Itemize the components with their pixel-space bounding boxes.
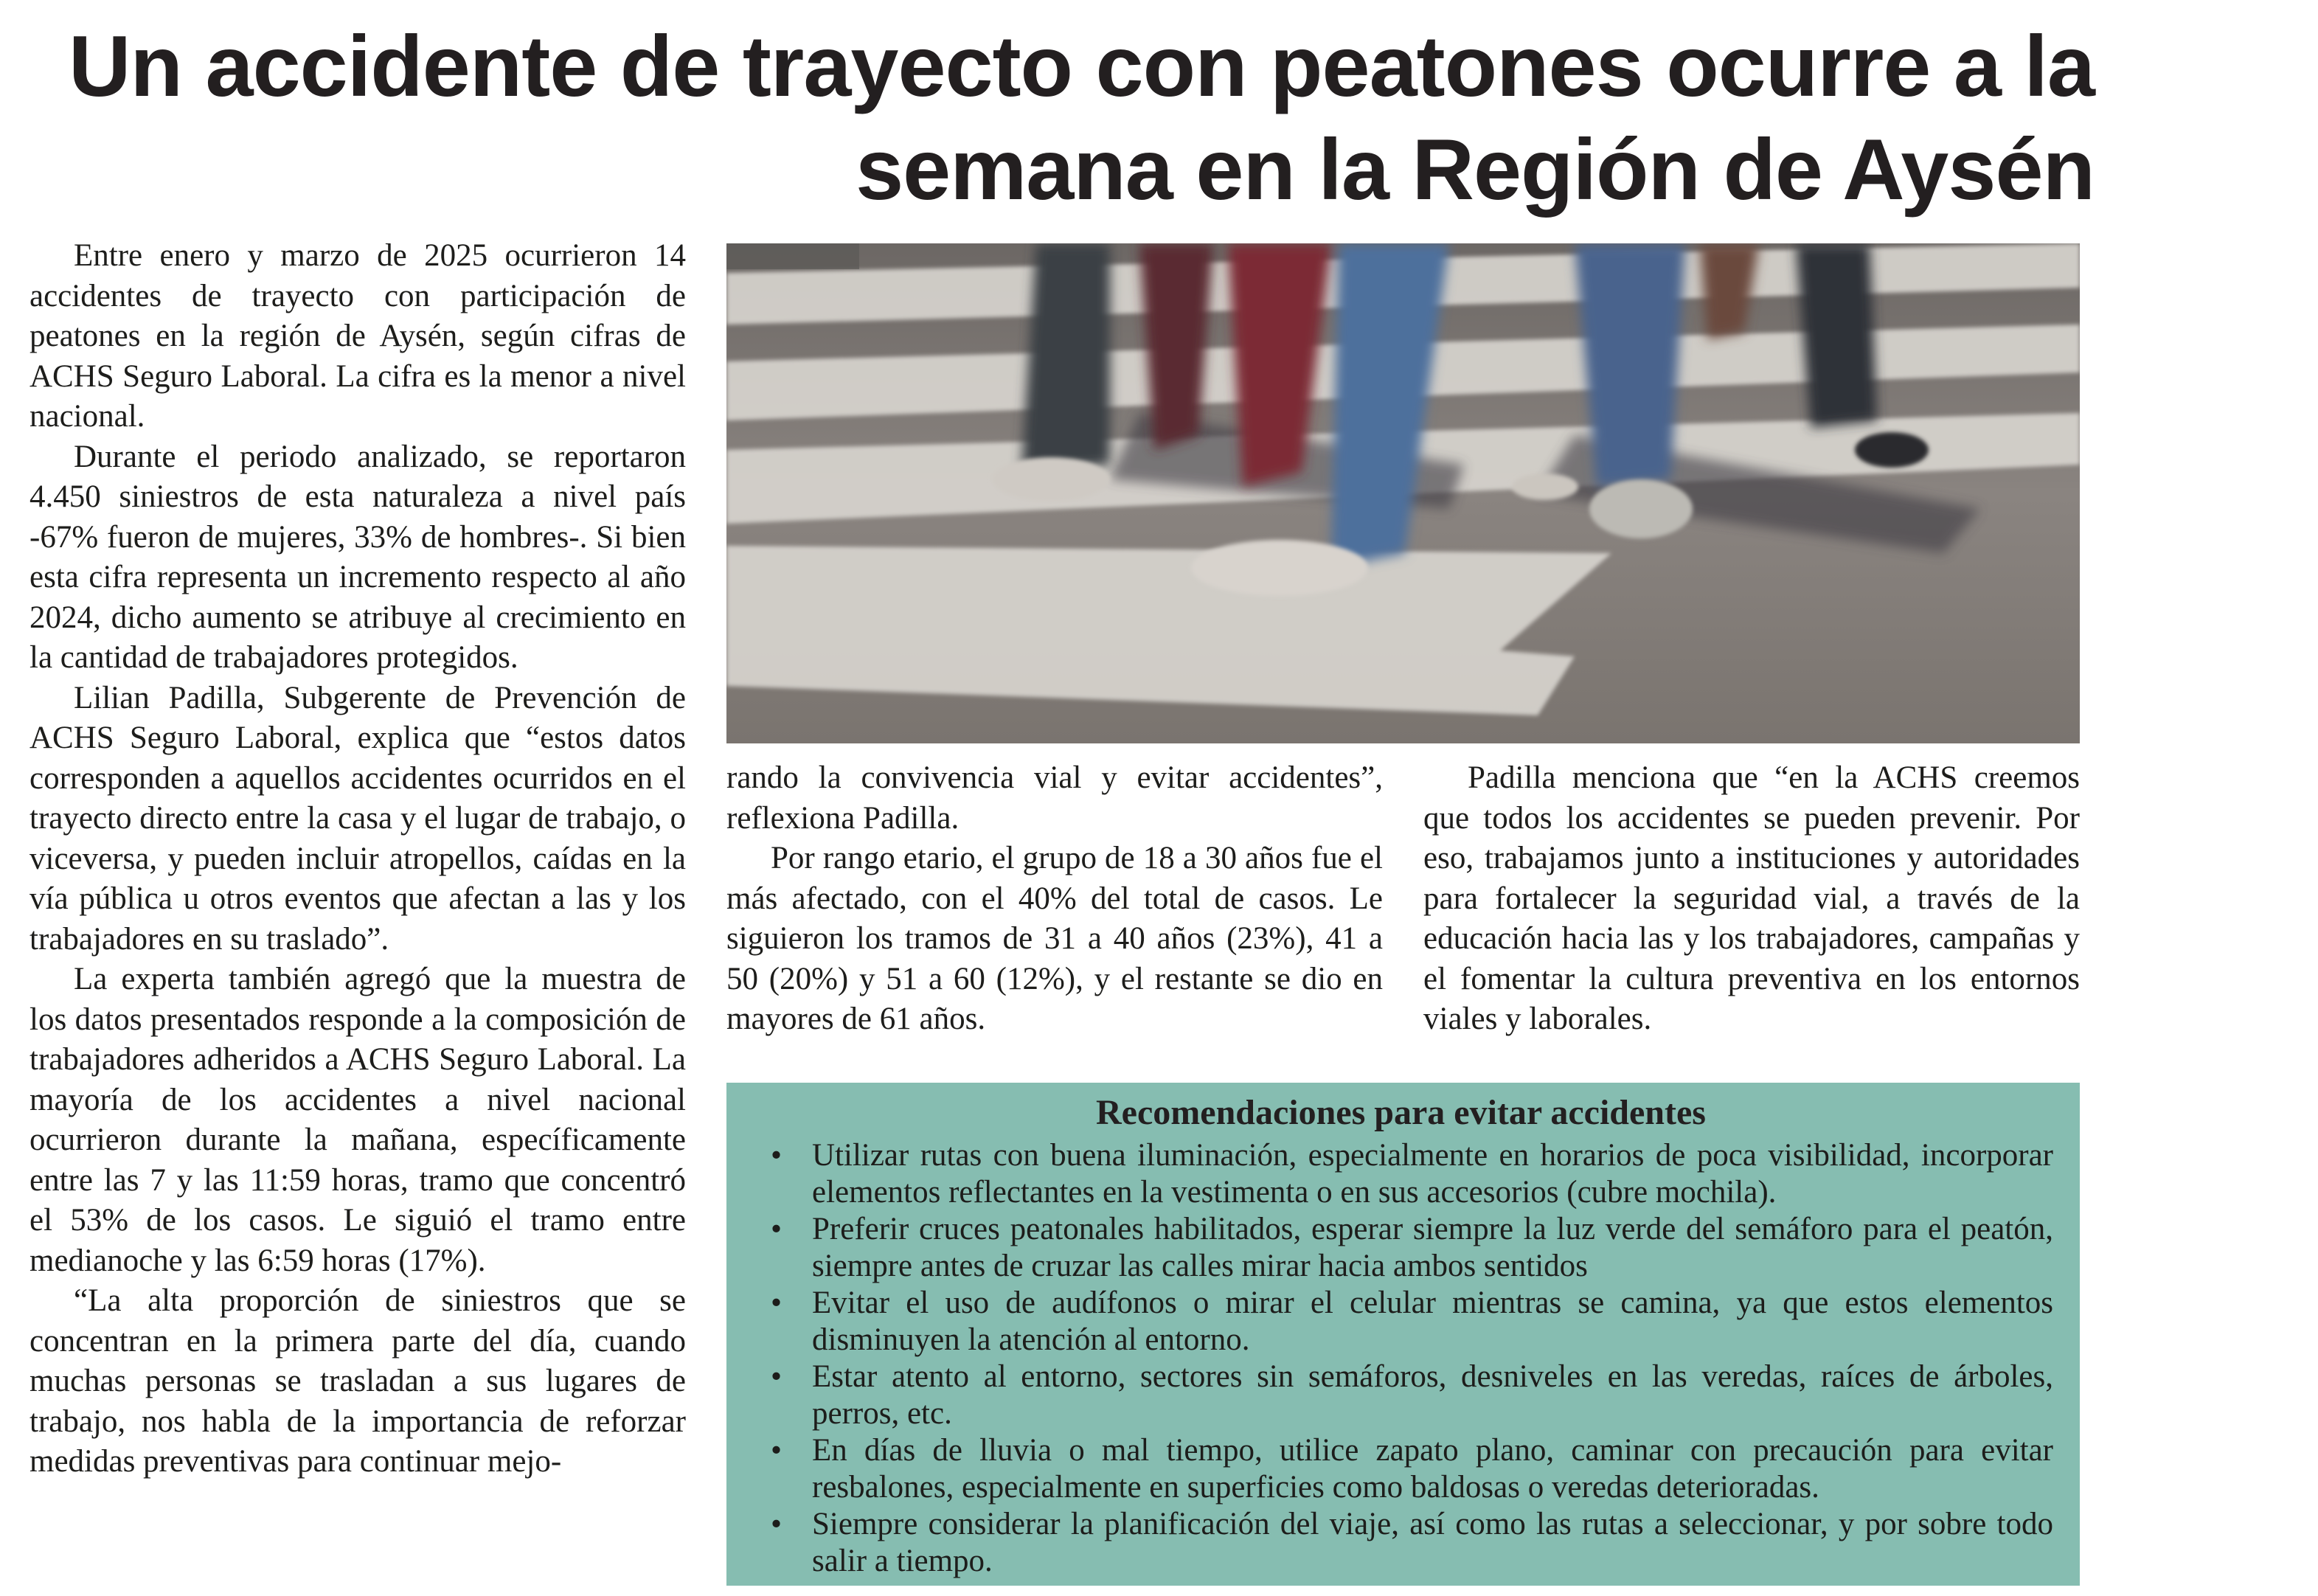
- crosswalk-image: [726, 243, 2080, 743]
- recommendations-list: [749, 1137, 2053, 1580]
- article-paragraph: “La alta proporción de siniestros que se concentran en la primera parte del día, cuando muchas personas se trasladan a sus lugares de trabajo, nos habla de la importancia de reforzar medidas preventivas para continuar mejo-: [30, 1283, 686, 1479]
- article-headline: [30, 15, 2095, 221]
- list-item: • Preferir cruces peatonales habilitados, esperar siempre la luz verde del semáforo para el peatón, siempre antes de cruzar las calles mirar hacia ambos sentidos: [771, 1212, 2053, 1283]
- article-paragraph: Padilla menciona que “en la ACHS creemos que todos los accidentes se pueden prevenir. Por eso, trabajamos junto a instituciones y autoridades para fortalecer la seguridad vial, a través de la educación hacia las y los trabajadores, campañas y el fomentar la cultura preventiva en los entornos viales y laborales.: [1423, 760, 2080, 1036]
- bullet-icon: •: [771, 1212, 783, 1246]
- list-item: • En días de lluvia o mal tiempo, utilice zapato plano, caminar con precaución para evitar resbalones, especialmente en superficies como baldosas o veredas deterioradas.: [771, 1433, 2053, 1505]
- bullet-icon: •: [771, 1286, 783, 1320]
- article-column-2: [726, 758, 1383, 1040]
- recommendations-title: Recomendaciones para evitar accidentes: [1096, 1093, 1706, 1132]
- article-paragraph: Lilian Padilla, Subgerente de Prevención de ACHS Seguro Laboral, explica que “estos datos corresponden a aquellos accidentes ocurridos en el trayecto directo entre la casa y el lugar de trabajo, o viceversa, y pueden incluir atropellos, caídas en la vía pública u otros eventos que afectan a las y los trabajadores en su traslado”.: [30, 680, 686, 957]
- list-item: • Estar atento al entorno, sectores sin semáforos, desniveles en las veredas, raíces de árboles, perros, etc.: [771, 1359, 2053, 1431]
- article-paragraph: Durante el periodo analizado, se reportaron 4.450 siniestros de esta naturaleza a nivel país -67% fueron de mujeres, 33% de hombres-. Si bien esta cifra representa un incremento respecto al año 2024, dicho aumento se atribuye al crecimiento en la cantidad de trabajadores protegidos.: [30, 439, 686, 675]
- list-item: • Utilizar rutas con buena iluminación, especialmente en horarios de poca visibilidad, incorporar elementos reflectantes en la vestimenta o en sus accesorios (cubre mochila).: [771, 1138, 2053, 1210]
- article-paragraph: La experta también agregó que la muestra de los datos presentados responde a la composición de trabajadores adheridos a ACHS Seguro Laboral. La mayoría de los accidentes a nivel nacional ocurrieron durante la mañana, específicamente entre las 7 y las 11:59 horas, tramo que concentró el 53% de los casos. Le siguió el tramo entre medianoche y las 6:59 horas (17%).: [30, 962, 686, 1278]
- article-column-1: [30, 236, 686, 1482]
- headline-line-2: semana en la Región de Aysén: [856, 121, 2095, 218]
- article-paragraph: rando la convivencia vial y evitar accidentes”, reflexiona Padilla.: [726, 760, 1383, 836]
- article-paragraph: Entre enero y marzo de 2025 ocurrieron 14 accidentes de trayecto con participación de peatones en la región de Aysén, según cifras de ACHS Seguro Laboral. La cifra es la menor a nivel nacional.: [30, 238, 686, 434]
- pedestrian-crossing-photo: [726, 243, 2080, 743]
- article-paragraph: Por rango etario, el grupo de 18 a 30 años fue el más afectado, con el 40% del total de casos. Le siguieron los tramos de 31 a 40 años (23%), 41 a 50 (20%) y 51 a 60 (12%), y el restante se dio en mayores de 61 años.: [726, 841, 1383, 1036]
- bullet-icon: •: [771, 1507, 783, 1541]
- list-item: • Siempre considerar la planificación del viaje, así como las rutas a seleccionar, y por sobre todo salir a tiempo.: [771, 1507, 2053, 1578]
- bullet-icon: •: [771, 1359, 783, 1394]
- recommendations-box: [726, 1083, 2080, 1586]
- bullet-icon: •: [771, 1433, 783, 1468]
- article-column-3: [1423, 758, 2080, 1040]
- list-item: • Evitar el uso de audífonos o mirar el celular mientras se camina, ya que estos elementos disminuyen la atención al entorno.: [771, 1286, 2053, 1357]
- bullet-icon: •: [771, 1138, 783, 1173]
- headline-line-1: Un accidente de trayecto con peatones ocurre a la: [69, 18, 2095, 114]
